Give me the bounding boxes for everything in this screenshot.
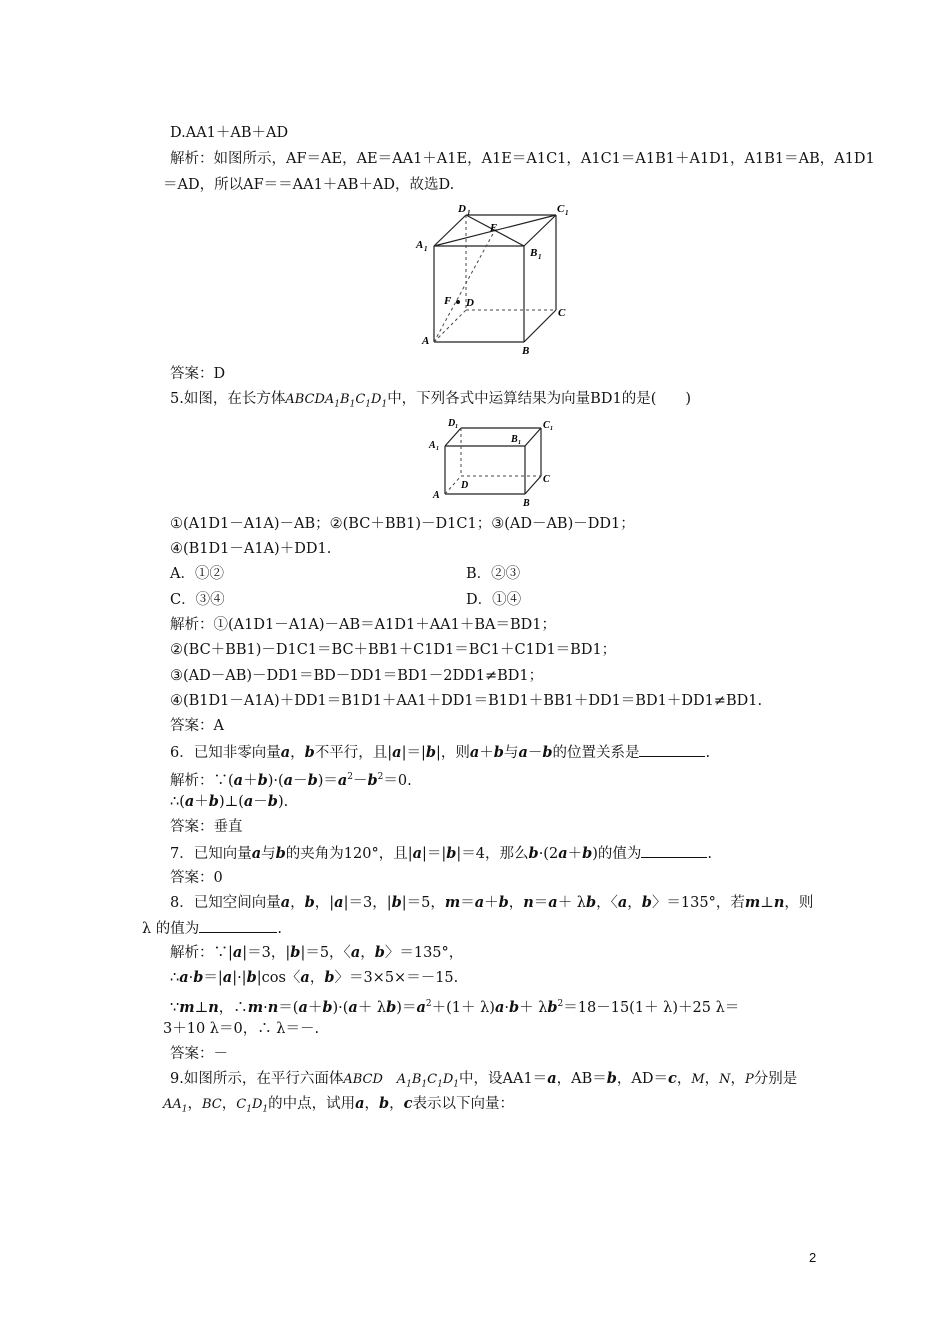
label-sub: 1 <box>455 424 458 430</box>
vec-a: a <box>392 744 402 761</box>
q6-text: 的位置关系是 <box>552 745 640 761</box>
q8-text: 〉＝135°， <box>384 945 464 961</box>
q6-text: |，则 <box>436 745 470 761</box>
q4-option-d: D.AA1＋AB＋AD <box>170 125 289 141</box>
vec-n: n <box>208 998 219 1016</box>
vec-a: a <box>348 998 358 1016</box>
q5-sub: 1 <box>381 399 388 410</box>
q7-text: 7．已知向量 <box>170 846 252 862</box>
q8-analysis-4: 3＋10 λ＝0，∴ λ＝－. <box>163 1021 320 1037</box>
q8-text: ，则 <box>784 895 814 911</box>
label-sub: 1 <box>436 446 439 452</box>
q8-text: ＝ <box>460 895 475 911</box>
label-c1-sub: 1 <box>565 209 569 217</box>
vec-m: m <box>444 894 461 911</box>
q6-text: ＋ <box>194 794 209 810</box>
q5-d: D <box>371 392 382 407</box>
q8-text: |＝5，〈 <box>300 945 351 961</box>
q8-text: · <box>504 999 509 1016</box>
q9-abcd: ABCD <box>343 1072 383 1087</box>
q9-n: N <box>719 1072 731 1087</box>
vec-b: b <box>542 744 553 761</box>
q6-text: ＋ <box>479 745 494 761</box>
vec-a: a <box>494 998 505 1016</box>
label-a: A <box>433 490 440 501</box>
q9-text: ， <box>221 1096 237 1112</box>
label-d: D <box>466 297 474 309</box>
vec-b: b <box>307 771 318 789</box>
q6-text: 不平行，且| <box>314 745 393 761</box>
label-c1: C <box>557 203 565 215</box>
q6-text: . <box>705 745 711 761</box>
label-b1-sub: 1 <box>538 253 542 261</box>
vec-b: b <box>367 771 378 789</box>
vec-b: b <box>446 845 457 862</box>
q8-text: ＝ <box>533 895 549 911</box>
vec-a: a <box>222 969 233 986</box>
vec-a: a <box>233 771 244 789</box>
q8-text: ＋ <box>307 999 323 1016</box>
vec-b: b <box>208 793 219 810</box>
q5-items-line1: ①(A1D1－A1A)－AB；②(BC＋BB1)－D1C1；③(AD－AB)－DD1； <box>170 516 635 532</box>
q8-text: ＋ λ <box>519 999 548 1016</box>
q8-text: · <box>188 970 194 986</box>
vec-b: b <box>374 944 385 961</box>
q8-stem <box>170 893 813 913</box>
q6-analysis <box>170 767 412 791</box>
q8-text: ＋ λ <box>357 999 387 1016</box>
label-b: B <box>522 345 530 357</box>
sq: 2 <box>377 772 384 782</box>
label-a1: A <box>416 239 424 251</box>
vec-b: b <box>547 998 558 1016</box>
vec-b: b <box>582 845 593 862</box>
q6-text: )＝ <box>317 772 338 789</box>
vec-a: a <box>179 969 189 986</box>
q8-text: ＝18－15(1＋ λ)＋25 λ＝ <box>563 999 740 1016</box>
q8-text: ＋(1＋ λ) <box>431 999 495 1016</box>
vec-a: a <box>337 771 348 789</box>
page-number: 2 <box>809 1250 817 1265</box>
vec-a: a <box>474 894 485 911</box>
vec-m: m <box>179 998 195 1016</box>
vec-a: a <box>518 744 528 761</box>
q5-analysis-3: ③(AD－AB)－DD1＝BD－DD1＝BD1－2DD1≠BD1； <box>170 668 544 684</box>
vec-b: b <box>290 944 301 961</box>
q9-c1: C <box>427 1072 438 1087</box>
q9-text: ， <box>730 1071 746 1087</box>
vec-b: b <box>493 744 504 761</box>
q9-d1: D <box>442 1072 454 1087</box>
vec-m: m <box>744 894 761 911</box>
q5-option-a: A．①② <box>170 566 224 582</box>
q8-text: |＝3，| <box>343 895 392 911</box>
vec-b: b <box>304 894 315 911</box>
vec-b: b <box>246 969 257 986</box>
q8-text: ＋ λ <box>557 895 586 911</box>
label-c1: C <box>543 420 550 431</box>
q6-text: － <box>253 794 268 810</box>
q5-stem-text2: 中，下列各式中运算结果为向量BD1的是( ) <box>387 391 692 407</box>
vec-n: n <box>523 894 534 911</box>
q8-text: ， <box>309 970 325 986</box>
vec-a: a <box>558 845 568 862</box>
q9-text: ，AB＝ <box>556 1071 607 1087</box>
q6-text: － <box>353 772 368 789</box>
q9-text: ，AD＝ <box>616 1071 668 1087</box>
q6-answer: 答案：垂直 <box>170 819 243 835</box>
q6-text: )⊥( <box>218 794 244 810</box>
label-d1: D <box>448 418 456 429</box>
vec-c: c <box>667 1070 677 1087</box>
vec-a: a <box>350 944 361 961</box>
q8-text: ， <box>360 945 375 961</box>
vec-b: b <box>322 998 333 1016</box>
label-a1-sub: 1 <box>424 245 428 253</box>
q7-answer: 答案：0 <box>170 870 223 886</box>
q8-text: ， <box>290 895 305 911</box>
label-sub: 1 <box>518 440 521 446</box>
q8-text: ，〈 <box>596 895 618 911</box>
q4-analysis-line1: 解析：如图所示，AF＝AE，AE＝AA1＋A1E，A1E＝A1C1，A1C1＝A1B1＋A1D1，A1B1＝AB，A1D1 <box>170 151 875 167</box>
vec-a: a <box>548 894 558 911</box>
q6-text: － <box>293 772 308 789</box>
vec-n: n <box>773 894 785 911</box>
q5-analysis-1: 解析：①(A1D1－A1A)－AB＝A1D1＋AA1＋BA＝BD1； <box>170 617 557 633</box>
label-e: E <box>490 222 498 234</box>
q6-text: 解析：∵( <box>170 772 234 789</box>
label-d1-sub: 1 <box>467 209 471 217</box>
q9-bc: BC <box>202 1097 222 1112</box>
q9-text: 的中点，试用 <box>268 1096 356 1112</box>
q8-text: ， <box>508 895 524 911</box>
vec-n: n <box>267 998 279 1016</box>
q5-sub: 1 <box>349 399 356 410</box>
q9-text: ， <box>676 1071 692 1087</box>
q5-sub: 1 <box>365 399 372 410</box>
vec-b: b <box>267 793 278 810</box>
q8-stem-line2 <box>142 918 282 939</box>
q8-text: ， <box>627 895 642 911</box>
vec-b: b <box>498 894 509 911</box>
q7-text: 与 <box>261 846 276 862</box>
vec-a: a <box>617 894 628 911</box>
vec-b: b <box>324 969 335 986</box>
q9-sub: 1 <box>437 1079 443 1090</box>
q9-p: P <box>745 1072 754 1087</box>
label-sub: 1 <box>550 426 553 432</box>
vec-a: a <box>283 771 294 789</box>
q8-text: ＝| <box>203 970 223 986</box>
q9-d1: D <box>251 1097 263 1112</box>
q6-text: ， <box>290 745 305 761</box>
q8-text: 〉＝3×5×＝－15. <box>334 970 459 986</box>
vec-b: b <box>275 845 286 862</box>
q8-text: ⊥ <box>194 999 209 1016</box>
vec-a: a <box>334 894 344 911</box>
label-a1: A <box>429 440 436 451</box>
q8-text: ⊥ <box>760 895 774 911</box>
q8-analysis-1 <box>170 943 463 963</box>
q8-text: ，| <box>314 895 335 911</box>
vec-a: a <box>300 969 310 986</box>
q8-text: )＝ <box>396 999 417 1016</box>
q8-analysis-3: ∵m⊥n，∴m·n＝(a＋b)·(a＋ $\lambda b)=a^2+(1+ \lambda)a\cdot b+ \lambda b^2=18-15(1+ \lambda)+25$ λ＝ <box>170 998 740 1016</box>
q7-text: |＝| <box>422 846 447 862</box>
q9-text: ， <box>187 1096 203 1112</box>
q8-text: ∵ <box>170 999 180 1016</box>
vec-m: m <box>247 998 264 1016</box>
q8-text: λ 的值为 <box>142 921 200 937</box>
q8-text: ＝( <box>278 999 299 1016</box>
q5-stem-text: 5.如图，在长方体 <box>170 391 286 407</box>
q8-text: . <box>277 921 282 937</box>
q7-text: )的值为 <box>592 846 642 862</box>
vec-b: b <box>528 845 539 862</box>
q7-text: 的夹角为120°，且| <box>285 846 413 862</box>
q6-text: )·( <box>267 772 284 789</box>
vec-b: b <box>641 894 652 911</box>
q8-answer-blank <box>199 918 277 933</box>
q6-text: ＝0. <box>383 772 412 789</box>
q5-option-c: C．③④ <box>170 592 225 608</box>
vec-a: a <box>469 744 480 761</box>
q5-option-d: D．①④ <box>466 592 522 608</box>
q9-text: 表示以下向量： <box>412 1096 515 1112</box>
label-d: D <box>461 480 469 491</box>
q7-text: . <box>707 846 713 862</box>
q5-sub: 1 <box>334 399 341 410</box>
q6-stem <box>170 742 710 763</box>
q7-stem <box>170 843 712 864</box>
q9-stem <box>170 1069 797 1095</box>
vec-a: a <box>547 1070 557 1087</box>
q7-text: ·(2 <box>538 846 559 862</box>
vec-c: c <box>403 1095 413 1112</box>
q9-sub: 1 <box>262 1104 269 1115</box>
q6-text: ∴( <box>170 794 185 810</box>
q9-stem-line2 <box>163 1094 514 1120</box>
label-b: B <box>523 498 530 509</box>
q4-analysis-line2: ＝AD，所以AF＝＝AA1＋AB＋AD，故选D. <box>163 177 455 193</box>
label-f: F <box>444 295 452 307</box>
q6-text: 6．已知非零向量 <box>170 745 281 761</box>
vec-a: a <box>184 793 195 810</box>
q9-text: 中，设AA1＝ <box>459 1071 548 1087</box>
q5-items-line2: ④(B1D1－A1A)＋DD1. <box>170 541 332 557</box>
q5-stem <box>170 389 691 415</box>
q5-stem-abcda: ABCDA <box>285 392 335 407</box>
q6-text: ). <box>277 794 289 810</box>
q9-sub: 1 <box>246 1104 252 1115</box>
vec-a: a <box>280 894 291 911</box>
q6-text: － <box>527 745 543 761</box>
q8-text: |＝3，| <box>242 945 291 961</box>
q5-answer: 答案：A <box>170 718 224 734</box>
q5-analysis-4: ④(B1D1－A1A)＋DD1＝B1D1＋AA1＋DD1＝B1D1＋BB1＋DD1＝BD1＋DD1≠BD1. <box>170 693 763 709</box>
q9-sub: 1 <box>181 1104 188 1115</box>
q9-b1: B <box>411 1072 422 1087</box>
q9-a1: A <box>396 1072 407 1087</box>
q7-text: |＝4，那么 <box>456 846 529 862</box>
vec-a: a <box>251 845 262 862</box>
q8-text: ∴ <box>170 970 180 986</box>
q9-text: 9.如图所示，在平行六面体 <box>170 1071 344 1087</box>
q8-text: )·( <box>332 999 349 1016</box>
vec-a: a <box>232 944 243 961</box>
q7-answer-blank <box>641 843 707 858</box>
q9-sub: 1 <box>406 1079 412 1090</box>
q5-b: B <box>340 392 350 407</box>
vec-b: b <box>586 894 597 911</box>
label-b1: B <box>530 247 538 259</box>
q5-box-figure <box>425 414 565 510</box>
vec-a: a <box>280 744 291 761</box>
vec-b: b <box>386 998 397 1016</box>
label-c: C <box>543 474 550 485</box>
q8-text: |cos〈 <box>256 970 301 986</box>
label-b1: B <box>511 434 518 445</box>
vec-b: b <box>193 969 204 986</box>
vec-b: b <box>425 744 436 761</box>
q6-text: 与 <box>503 745 519 761</box>
sq: 2 <box>347 772 354 782</box>
vec-a: a <box>412 845 422 862</box>
label-a: A <box>422 335 430 347</box>
q8-text: |＝5， <box>401 895 445 911</box>
vec-a: a <box>298 998 308 1016</box>
label-c: C <box>558 307 566 319</box>
vec-b: b <box>304 744 315 761</box>
q9-sub: 1 <box>453 1079 460 1090</box>
q8-text: · <box>263 999 268 1016</box>
q6-text: |＝| <box>401 745 426 761</box>
q8-analysis-2 <box>170 968 458 988</box>
q9-m: M <box>691 1072 705 1087</box>
vec-a: a <box>243 793 254 810</box>
vec-b: b <box>379 1095 390 1112</box>
q9-aa1: AA <box>163 1097 182 1112</box>
vec-a: a <box>416 998 426 1016</box>
q8-text: ＋ <box>484 895 499 911</box>
q8-text: 〉＝135°，若 <box>651 895 745 911</box>
q8-text: 8．已知空间向量 <box>170 895 281 911</box>
q8-answer: 答案：－ <box>170 1046 228 1062</box>
vec-b: b <box>391 894 402 911</box>
q9-text: ， <box>389 1096 404 1112</box>
q5-analysis-2: ②(BC＋BB1)－D1C1＝BC＋BB1＋C1D1＝BC1＋C1D1＝BD1； <box>170 642 617 658</box>
q9-text: ， <box>364 1096 380 1112</box>
q7-text: ＋ <box>567 846 583 862</box>
q5-c: C <box>355 392 366 407</box>
q8-text: 解析：∵| <box>170 945 233 961</box>
vec-a: a <box>355 1095 365 1112</box>
vec-b: b <box>508 998 520 1016</box>
q9-c1: C <box>236 1097 247 1112</box>
q9-sub: 1 <box>421 1079 428 1090</box>
q9-text: 分别是 <box>753 1071 798 1087</box>
q6-therefore <box>170 792 288 812</box>
q8-text: ，∴ <box>218 999 248 1016</box>
q6-answer-blank <box>639 742 705 757</box>
q4-cube-figure <box>410 198 590 358</box>
q9-text: ， <box>704 1071 720 1087</box>
q6-text: ＋ <box>243 772 258 789</box>
label-d1: D <box>458 203 466 215</box>
q4-answer: 答案：D <box>170 366 226 382</box>
q5-option-b: B．②③ <box>466 566 521 582</box>
vec-b: b <box>257 771 268 789</box>
vec-b: b <box>606 1070 617 1087</box>
q8-text: |·| <box>232 970 247 986</box>
